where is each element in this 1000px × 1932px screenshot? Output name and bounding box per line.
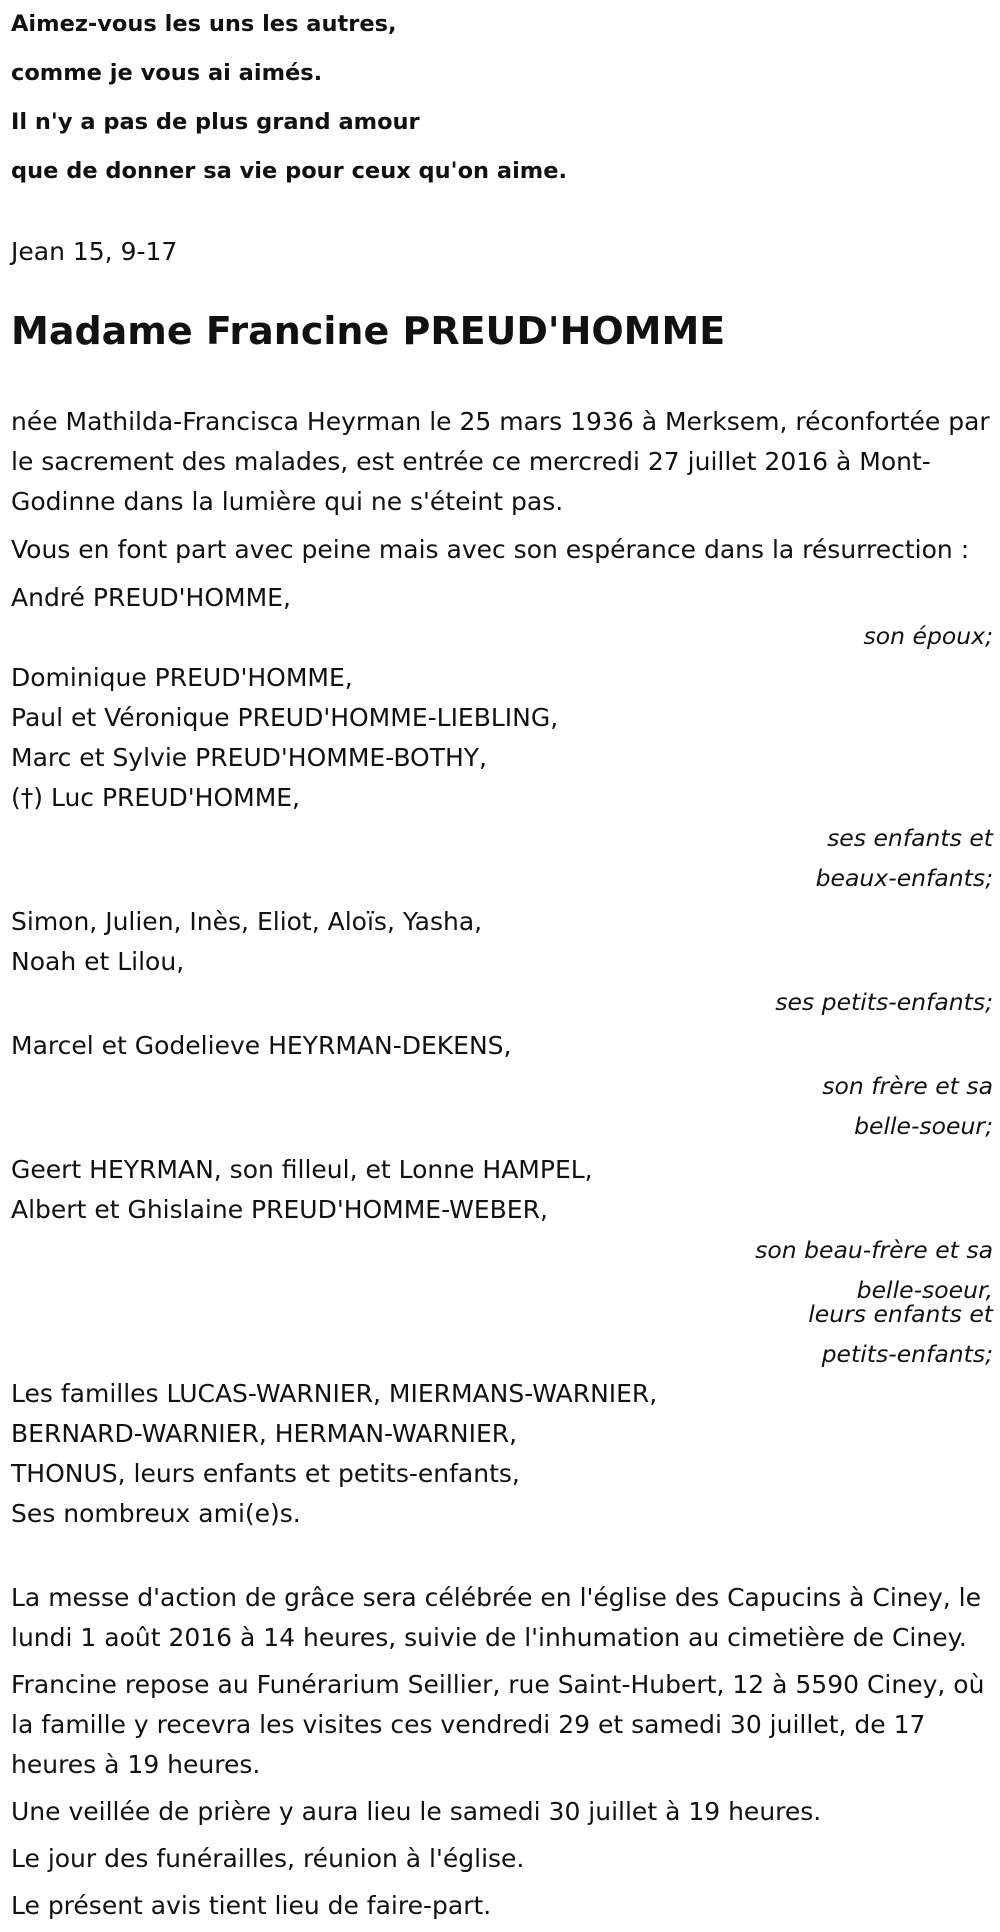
family-names: Les familles LUCAS-WARNIER, MIERMANS-WARNIER, — [11, 1379, 658, 1408]
quote-line: comme je vous ai aimés. — [11, 60, 323, 86]
family-names: André PREUD'HOMME, — [11, 583, 291, 612]
quote-line: Aimez-vous les uns les autres, — [11, 11, 397, 37]
obituary-notice — [11, 0, 993, 1926]
family-names: Paul et Véronique PREUD'HOMME-LIEBLING, — [11, 703, 559, 732]
family-names: Dominique PREUD'HOMME, — [11, 663, 353, 692]
family-names: Simon, Julien, Inès, Eliot, Aloïs, Yasha, — [11, 907, 483, 936]
deceased-name: Madame Francine PREUD'HOMME — [11, 309, 726, 353]
quote-line: Il n'y a pas de plus grand amour — [11, 109, 420, 135]
service-mass: La messe d'action de grâce sera célébrée en l'église des Capucins à Ciney, le lundi 1 août 2016 à 14 heures, suivie de l'inhumation au cimetière de Ciney. — [11, 1583, 982, 1652]
family-relation: son frère et sa belle-soeur; — [822, 1072, 993, 1140]
service-notice: Le présent avis tient lieu de faire-part. — [11, 1891, 492, 1920]
family-group-spouse — [11, 578, 993, 654]
quote-line: que de donner sa vie pour ceux qu'on aime. — [11, 158, 568, 184]
service-viewing: Francine repose au Funérarium Seillier, rue Saint-Hubert, 12 à 5590 Ciney, où la famille y recevra les visites ces vendredi 29 et samedi 30 juillet, de 17 heures à 19 heures. — [11, 1670, 985, 1779]
family-names: Albert et Ghislaine PREUD'HOMME-WEBER, — [11, 1195, 548, 1224]
service-vigil: Une veillée de prière y aura lieu le samedi 30 juillet à 19 heures. — [11, 1797, 822, 1826]
deceased-details: née Mathilda-Francisca Heyrman le 25 mars 1936 à Merksem, réconfortée par le sacrement des malades, est entrée ce mercredi 27 juillet 2016 à Mont-Godinne dans la lumière qui ne s'éteint pas. — [11, 407, 990, 516]
family-relation: ses enfants et beaux-enfants; — [815, 824, 993, 892]
family-names: Geert HEYRMAN, son filleul, et Lonne HAMPEL, — [11, 1155, 593, 1184]
quote-reference: Jean 15, 9-17 — [11, 237, 178, 266]
family-names: Marc et Sylvie PREUD'HOMME-BOTHY, — [11, 743, 488, 772]
bible-quote — [11, 0, 993, 267]
family-group-children — [11, 658, 993, 898]
service-funeral-day: Le jour des funérailles, réunion à l'église. — [11, 1844, 525, 1873]
family-group-in-laws — [11, 1150, 993, 1374]
family-list — [11, 570, 993, 1534]
family-names: Noah et Lilou, — [11, 947, 185, 976]
family-names: THONUS, leurs enfants et petits-enfants, — [11, 1459, 520, 1488]
family-relation: son beau-frère et sa belle-soeur, — [755, 1236, 993, 1304]
family-names: BERNARD-WARNIER, HERMAN-WARNIER, — [11, 1419, 518, 1448]
family-group-grandchildren — [11, 902, 993, 1022]
family-names: (†) Luc PREUD'HOMME, — [11, 783, 301, 812]
family-relation: son époux; — [863, 622, 993, 650]
family-names: Marcel et Godelieve HEYRMAN-DEKENS, — [11, 1031, 512, 1060]
family-names: Ses nombreux ami(e)s. — [11, 1499, 301, 1528]
family-group-others — [11, 1374, 993, 1534]
family-relation: ses petits-enfants; — [775, 988, 993, 1016]
family-relation: leurs enfants et petits-enfants; — [808, 1300, 993, 1368]
family-group-siblings — [11, 1026, 993, 1146]
announcement: Vous en font part avec peine mais avec son espérance dans la résurrection : — [11, 535, 970, 564]
